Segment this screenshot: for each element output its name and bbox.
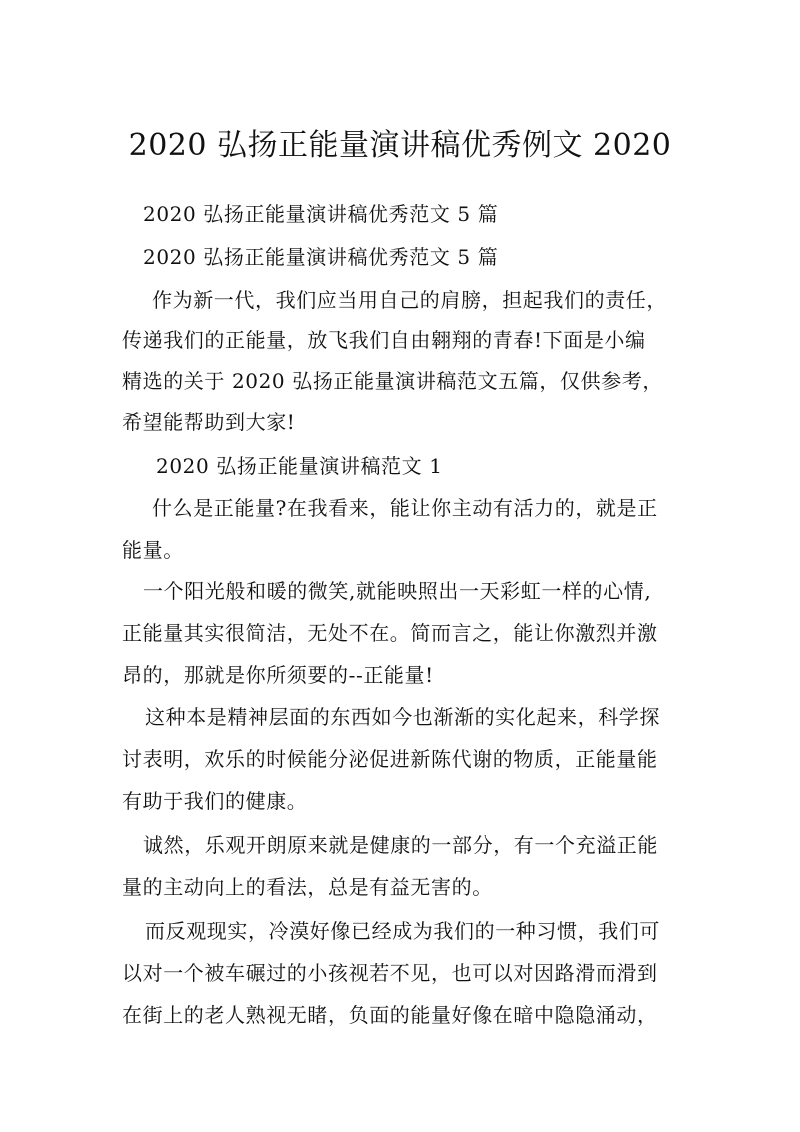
paragraph-line: 讨表明，欢乐的时候能分泌促进新陈代谢的物质，正能量能 — [122, 747, 658, 771]
paragraph-line: 诚然，乐观开朗原来就是健康的一部分，有一个充溢正能 — [143, 833, 658, 857]
paragraph-line: 希望能帮助到大家! — [122, 410, 296, 434]
subtitle-line-1: 2020 弘扬正能量演讲稿优秀范文 5 篇 — [143, 202, 499, 226]
paragraph-line: 什么是正能量?在我看来，能让你主动有活力的，就是正 — [152, 496, 658, 520]
paragraph-line: 量的主动向上的看法，总是有益无害的。 — [122, 875, 493, 899]
section-heading: 2020 弘扬正能量演讲稿范文 1 — [156, 454, 443, 478]
document-title: 2020 弘扬正能量演讲稿优秀例文 2020 — [128, 128, 672, 163]
subtitle-line-2: 2020 弘扬正能量演讲稿优秀范文 5 篇 — [143, 245, 499, 269]
paragraph-line: 精选的关于 2020 弘扬正能量演讲稿范文五篇，仅供参考， — [122, 369, 664, 393]
paragraph-line: 以对一个被车碾过的小孩视若不见，也可以对因路滑而滑到 — [122, 961, 658, 985]
paragraph-line: 有助于我们的健康。 — [122, 789, 308, 813]
paragraph-line: 这种本是精神层面的东西如今也渐渐的实化起来，科学探 — [145, 705, 660, 729]
paragraph-line: 传递我们的正能量，放飞我们自由翱翔的青春!下面是小编 — [122, 328, 646, 352]
paragraph-line: 而反观现实，冷漠好像已经成为我们的一种习惯，我们可 — [145, 919, 660, 943]
paragraph-line: 一个阳光般和暖的微笑,就能映照出一天彩虹一样的心情, — [143, 579, 652, 603]
paragraph-line: 在街上的老人熟视无睹，负面的能量好像在暗中隐隐涌动， — [122, 1003, 658, 1027]
paragraph-line: 作为新一代，我们应当用自己的肩膀，担起我们的责任， — [152, 288, 667, 312]
paragraph-line: 能量。 — [122, 538, 184, 562]
paragraph-line: 昂的，那就是你所须要的--正能量! — [122, 663, 434, 687]
paragraph-line: 正能量其实很简洁，无处不在。简而言之，能让你激烈并激 — [122, 621, 658, 645]
